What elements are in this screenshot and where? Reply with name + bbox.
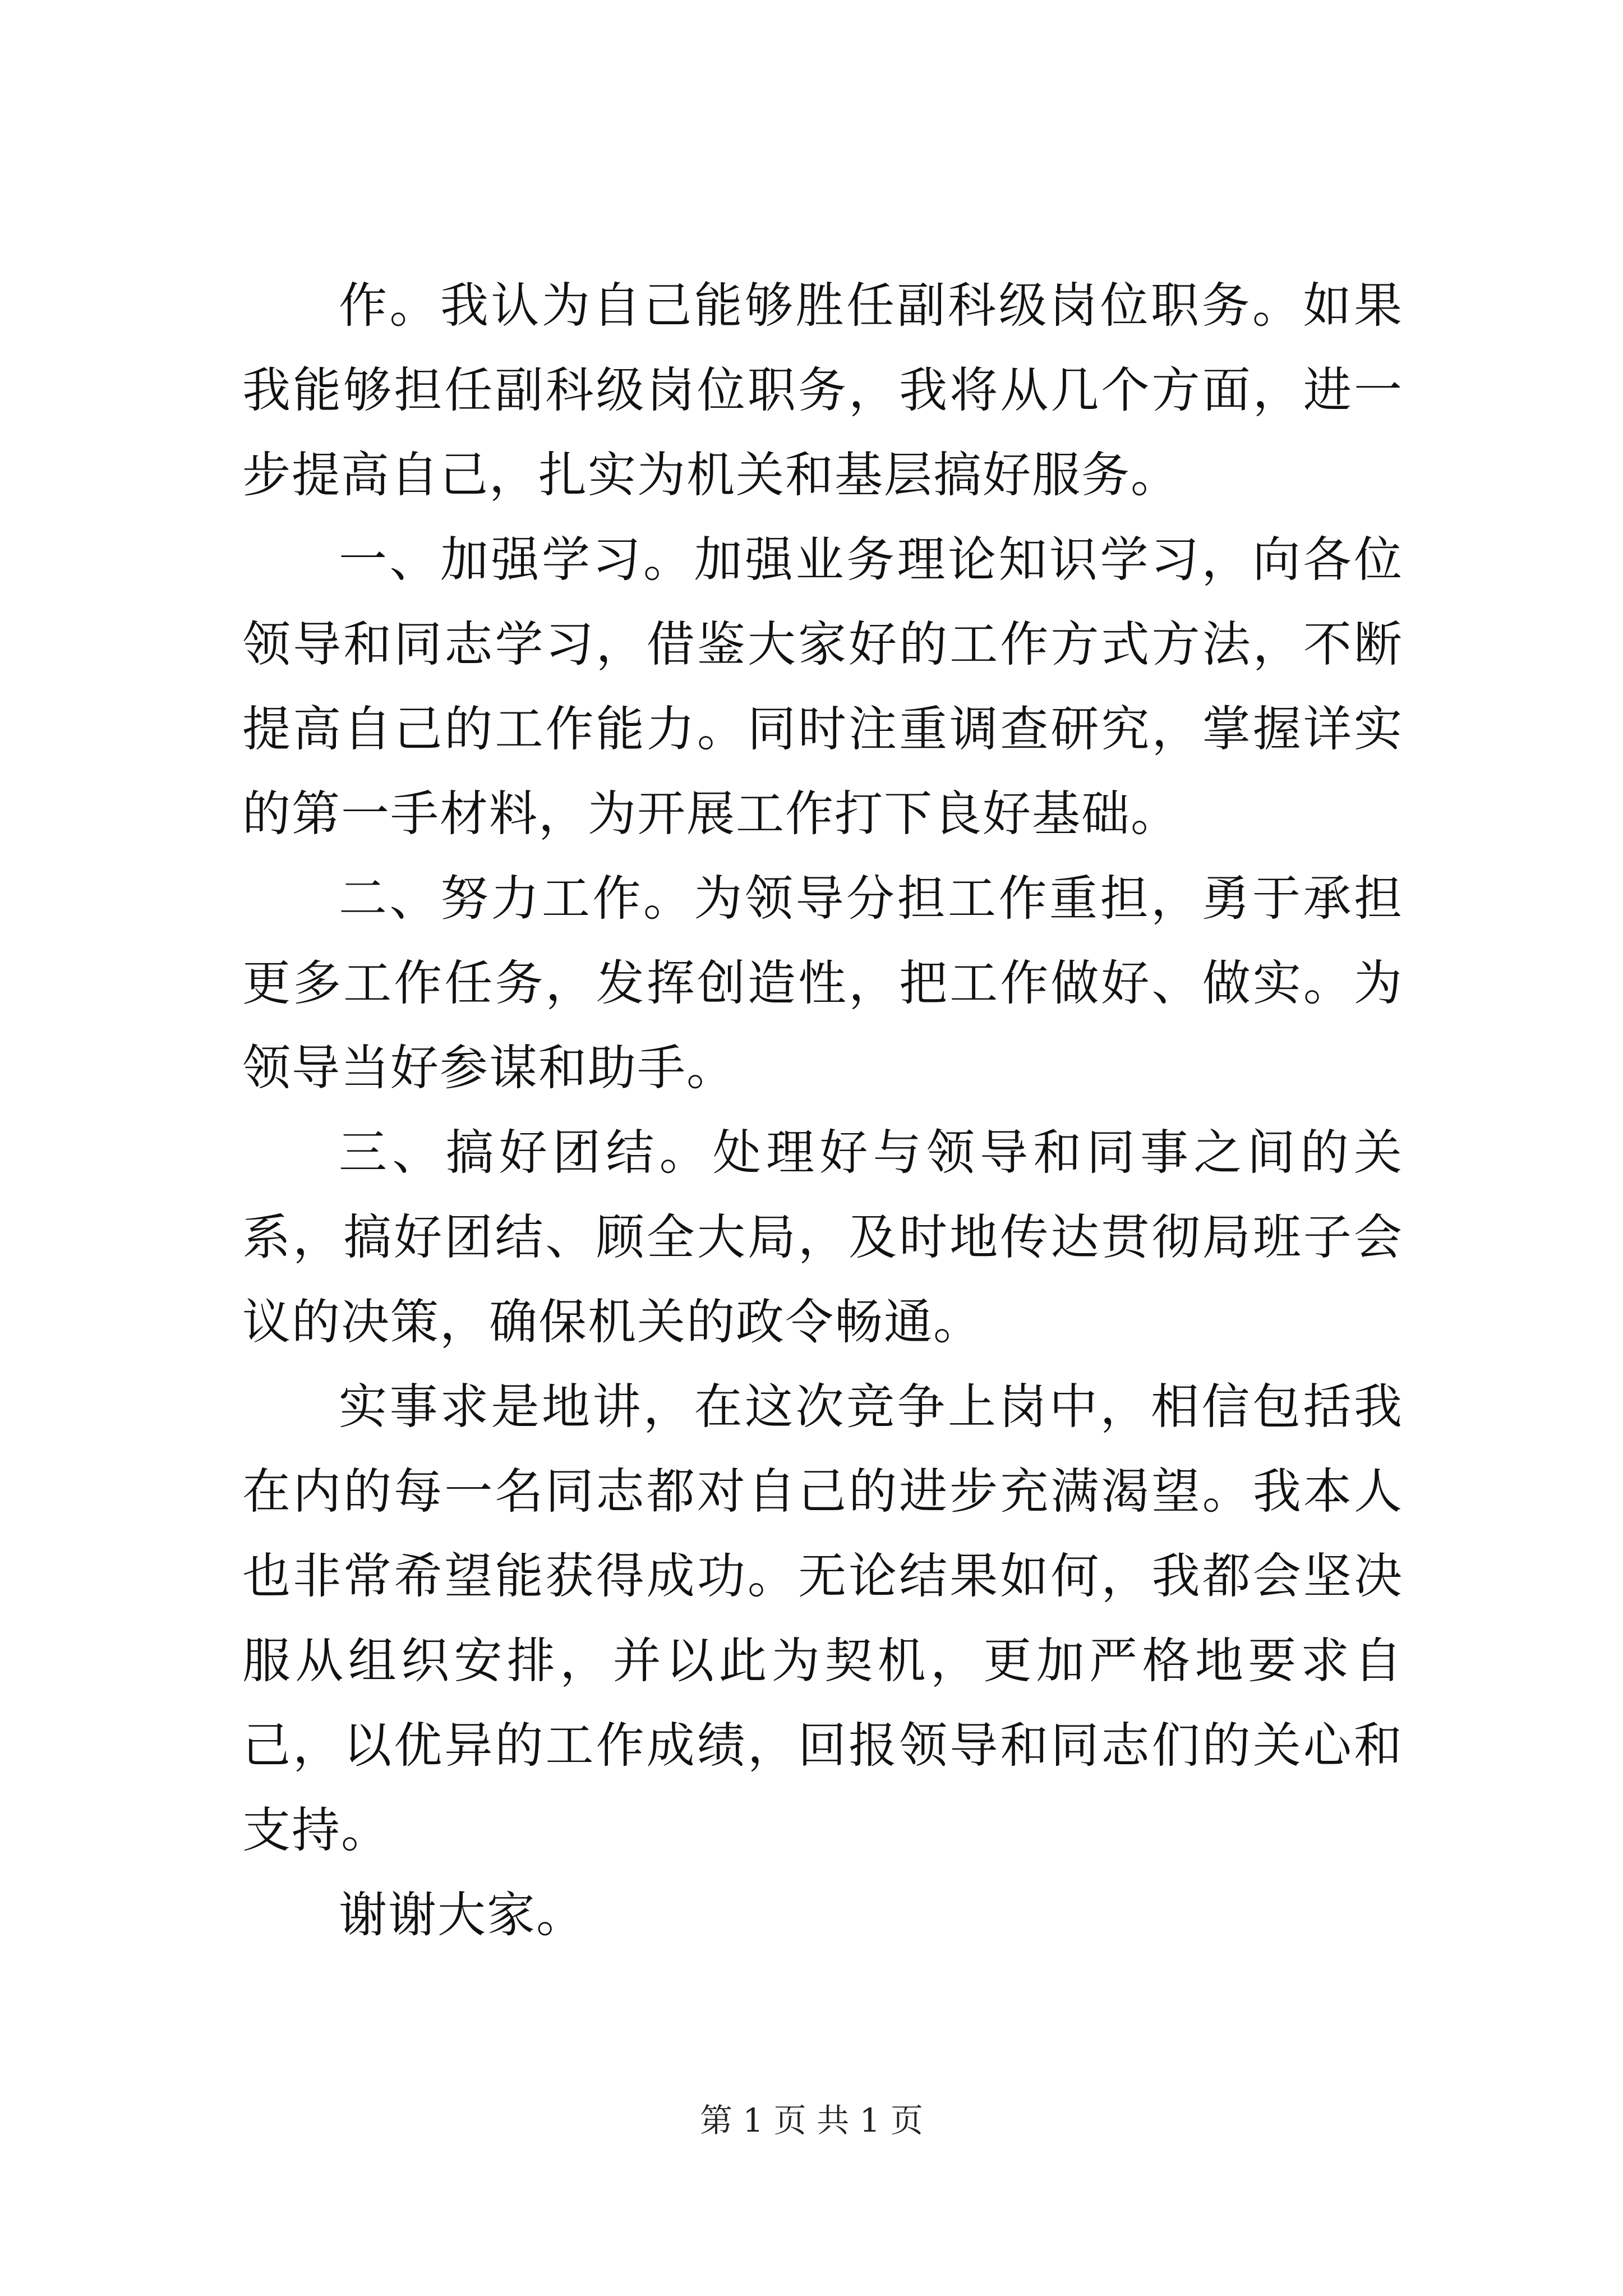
paragraph-thanks: 谢谢大家。 xyxy=(339,1887,585,1943)
paragraph-point-three: 三、搞好团结。处理好与领导和同事之间的关系，搞好团结、顾全大局，及时地传达贯彻局班子会议的决策，确保机关的政令畅通。 xyxy=(242,1125,1403,1350)
paragraph-continuation: 作。我认为自己能够胜任副科级岗位职务。如果我能够担任副科级岗位职务，我将从几个方面，进一步提高自己，扎实为机关和基层搞好服务。 xyxy=(242,278,1403,503)
page-number-footer: 第 1 页 共 1 页 xyxy=(700,2101,923,2139)
paragraph-point-two: 二、努力工作。为领导分担工作重担，勇于承担更多工作任务，发挥创造性，把工作做好、做实。为领导当好参谋和助手。 xyxy=(242,871,1403,1096)
paragraph-conclusion: 实事求是地讲，在这次竞争上岗中，相信包括我在内的每一名同志都对自己的进步充满渴望。我本人也非常希望能获得成功。无论结果如何，我都会坚决服从组织安排，并以此为契机，更加严格地要求自己，以优异的工作成绩，回报领导和同志们的关心和支持。 xyxy=(242,1379,1403,1858)
document-body xyxy=(242,264,1403,1958)
paragraph-point-one: 一、加强学习。加强业务理论知识学习，向各位领导和同志学习，借鉴大家好的工作方式方法，不断提高自己的工作能力。同时注重调查研究，掌握详实的第一手材料，为开展工作打下良好基础。 xyxy=(242,532,1403,842)
